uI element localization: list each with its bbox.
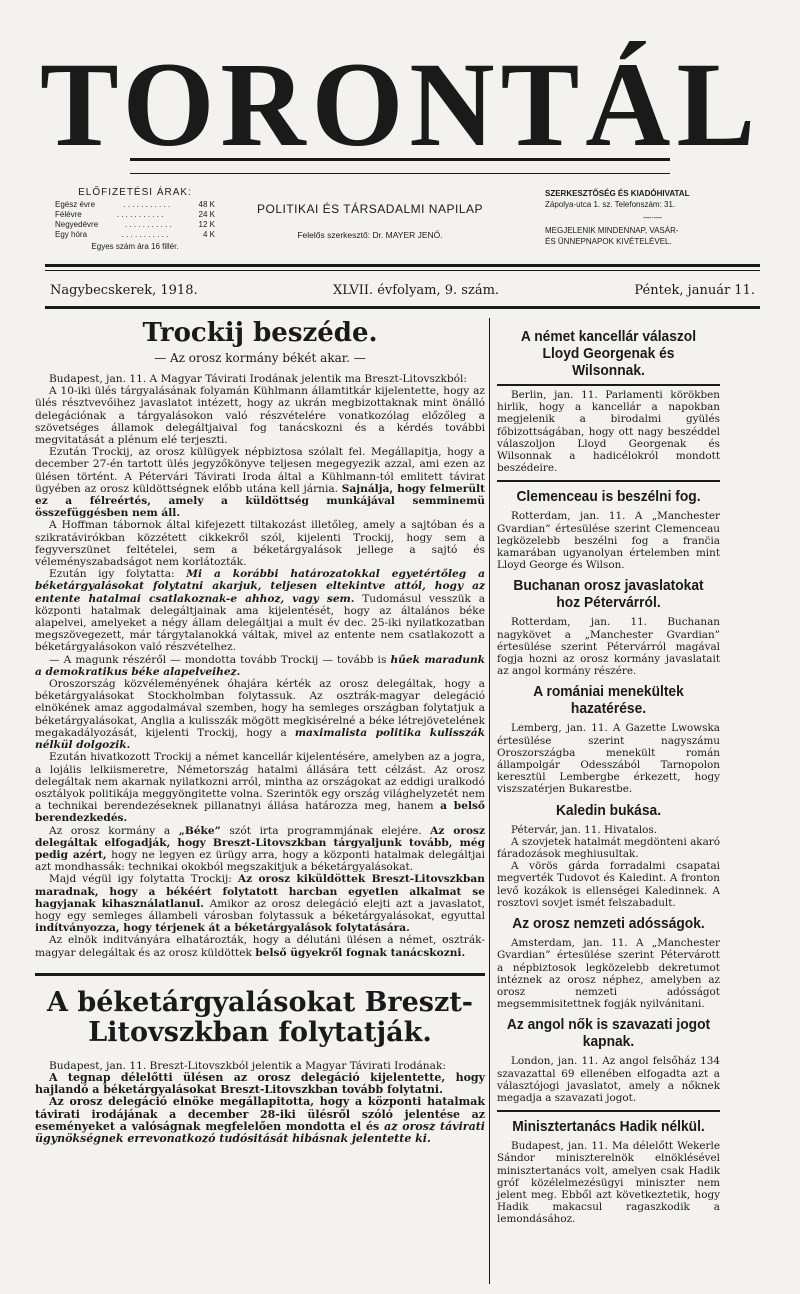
article-headline: Az angol nők is szavazati jogot kapnak.	[506, 1016, 711, 1051]
paragraph	[35, 873, 485, 934]
paragraph: London, jan. 11. Az angol felsőház 134 szavazattal 69 ellenében elfogadta azt a választójogi javaslatot, amely a nőknek megadja a szavazati jogot.	[497, 1055, 720, 1104]
paragraph	[35, 678, 485, 751]
paragraph: A szovjetek hatalmát megdönteni akaró fáradozások meghiusultak.	[497, 835, 720, 861]
text-span: Ezután hivatkozott Trockij a német kancellár kijelentésére, amelyben az a jogra, a lojális lelkiismeretre, Németország hatalmi állására tett célzást. Az orosz delegáltak nem akarnak nyilatkozni arról, mintha az országokat az eddigi uralkodó osztályok politikája meggyöngitette volna. Szerintök egy ország világhelyzetét nem a technikai berendezéseknek pillanatnyi állása határozza meg, hanem	[35, 751, 485, 813]
highlight-span: az orosz távirati ügynökségnek errevonatkozó tudósitását hibásnak jelentette ki.	[35, 1119, 485, 1145]
article-headline: Minisztertanács Hadik nélkül.	[512, 1118, 705, 1136]
article-headline: A béketárgyalásokat Breszt-Litovszkban folytatják.	[46, 986, 473, 1048]
price-dots: . . . . . . . . . . .	[116, 210, 164, 219]
bold-span: „Béke”	[178, 824, 221, 837]
right-column	[497, 318, 720, 1226]
paragraph: Pétervár, jan. 11. Hivatalos.	[511, 823, 658, 836]
publication-line: MEGJELENIK MINDENNAP, VASÁR-	[545, 226, 679, 235]
header-rule	[45, 264, 760, 267]
price-dots: . . . . . . . . . . .	[123, 200, 171, 209]
dateline	[45, 283, 760, 298]
highlight-span: hűek maradunk a demokratikus béke alapelveihez.	[35, 653, 485, 678]
dateline-rule	[45, 306, 760, 309]
paragraph: Lemberg, jan. 11. A Gazette Lwowska értesülése szerint nagyszámu Oroszországba menekült román állampolgár Odesszából Tarnopolon keresztül Lembergbe érkezett, hogy viszszatérjen Bukarestbe.	[497, 722, 720, 796]
paper-info	[225, 188, 515, 240]
paragraph: Rotterdam, jan. 11. Buchanan nagykövet a „Manchester Gvardian” értesülése szerint Pétervárról magával fogja hozni az orosz kormány javaslatait az angol kormány részére.	[497, 616, 720, 678]
paragraph	[35, 446, 485, 519]
masthead-ornament	[130, 158, 670, 174]
header-rule-thin	[45, 270, 760, 271]
article-deck: — Az orosz kormány békét akar. —	[154, 351, 366, 365]
price-row	[55, 220, 215, 230]
masthead-title: TORONTÁL	[40, 37, 762, 172]
dateline-date: Péntek, január 11.	[634, 283, 755, 298]
subscription-prices	[55, 188, 215, 252]
article-headline: Trockij beszéde.	[142, 318, 378, 348]
text-span: Ezután Trockij, az orosz külügyek népbiztosa szólalt fel. Megállapitja, hogy a december 27-én tartott ülés jegyzőkönyve teljesen megegyezik azzal, ami ezen az ülésen történt. A Pétervári Távirati Iroda által a Kühlmann-tól emlitett távirat ügyében az orosz küldöttségnek előbb utána kell járnia.	[35, 446, 485, 495]
article-divider	[497, 384, 720, 386]
paragraph: A 10-iki ülés tárgyalásának folyamán Kühlmann államtitkár kijelentette, hogy az ülés résztvevőihez javaslatot intézett, hogy az ukrán megbizottaknak mint önálló delegációnak a tárgyalásokon való részvételére vonatkozólag előzőleg a szövetséges államok delegáltjaival fog tanácskozni és a kérdés további megvitatását a plénum elé terjeszti.	[35, 385, 485, 447]
price-value: 12 K	[198, 220, 215, 229]
text-span: Ezután igy folytatta:	[49, 568, 175, 581]
article-headline: Buchanan orosz javaslatokat hoz Pétervárról.	[513, 577, 704, 612]
price-dots: . . . . . . . . . . .	[124, 220, 172, 229]
paragraph	[35, 934, 485, 958]
left-column	[35, 318, 485, 1145]
text-span: Az elnök inditványára elhatározták, hogy a délutáni ülésen a német, osztrák-magyar delegáltak és az orosz küldöttek	[35, 934, 485, 959]
bold-span: Sajnálja, hogy felmerült ez a félreértés, amely a küldöttség munkájával semminemü összefüggésben nem áll.	[35, 482, 485, 520]
article-headline: A német kancellár válaszol Lloyd Georgenak és Wilsonnak.	[520, 328, 697, 379]
article-divider	[497, 1110, 720, 1112]
price-label: Egész évre	[55, 200, 96, 209]
text-span: — A magunk részéről — mondotta tovább Trockij — tovább is	[49, 653, 387, 666]
text-span: Majd végül igy folytatta Trockij:	[49, 873, 232, 886]
paragraph: Rotterdam, jan. 11. A „Manchester Gvardian” értesülése szerint Clemenceau legközelebb beszélni fog a franc̈ia kamarában ugyanolyan értelemben mint Lloyd George és Wilson.	[497, 510, 720, 572]
paragraph: Budapest, jan. 11. Ma délelőtt Wekerle Sándor miniszterelnök elnöklésével minisztertanács volt, amelyen csak Hadik gróf közélelmezésügyi miniszter nem jelent meg. Ebből azt következtetik, hogy Hadik makacsul ragaszkodik a lemondásához.	[497, 1140, 720, 1226]
price-value: 48 K	[198, 200, 215, 209]
bold-span: belső ügyekről fognak tanácskozni.	[255, 946, 466, 959]
column-separator	[489, 318, 490, 1284]
text-span: Az orosz delegáció elnöke megállapitotta, hogy a központi hatalmak távirati irodájának a december 28-iki ülésről szóló jelentése az eseményeket a valóságnak megfelelően mondotta el és	[35, 1095, 485, 1133]
article-divider	[497, 480, 720, 482]
text-span: Amikor az orosz delegáció elejti azt a javaslatot, hogy egy semleges állambeli városban folytassuk a béketárgyalásokat, egyuttal	[35, 897, 486, 922]
text-span: szót irta programmjának elejére.	[229, 824, 422, 837]
paragraph	[35, 654, 485, 678]
paper-type: POLITIKAI ÉS TÁRSADALMI NAPILAP	[256, 202, 483, 216]
paragraph: A tegnap délelőtti ülésen az orosz delegáció kijelentette, hogy hajlandó a béketárgyalásokat Breszt-Litovszkban tovább folytatni.	[35, 1070, 485, 1097]
dateline-volume: XLVII. évfolyam, 9. szám.	[332, 283, 500, 298]
publication-line: ÉS ÜNNEPNAPOK KIVÉTELÉVEL.	[545, 237, 672, 246]
price-row	[55, 230, 215, 240]
paragraph: A Hoffman tábornok által kifejezett tiltakozást illetőleg, amely a sajtóban és a szikratávirókban közzétett cikkekről szól, kijelenti Trockij, hogy sem a fegyverszünet feltételei, sem a béketárgyalások jellege a sajtó és véleményszabadságot nem korlátozták.	[35, 519, 485, 569]
article-headline: A romániai menekültek hazatérése.	[533, 683, 684, 718]
price-row	[55, 200, 215, 210]
price-value: 24 K	[198, 210, 215, 219]
editor-line: Felelős szerkesztő: Dr. MAYER JENŐ.	[297, 230, 443, 240]
paragraph	[35, 1096, 485, 1145]
price-row	[55, 210, 215, 220]
paragraph	[35, 751, 485, 824]
paragraph: Amsterdam, jan. 11. A „Manchester Gvardian” értesülése szerint Pétervárott a népbiztosok legközelebb dekretumot intéznek az orosz néphez, amelyben az orosz nemzeti adósságot megsemmisitettnek fogják nyilvánitani.	[497, 937, 720, 1011]
price-label: Egy hóra	[55, 230, 88, 239]
article-headline: Az orosz nemzeti adósságok.	[512, 915, 705, 933]
article-headline: Clemenceau is beszélni fog.	[516, 488, 701, 506]
bold-span: indítványozza, hogy térjenek át a béketárgyalások folytatására.	[35, 922, 410, 935]
text-span: Az orosz kormány a	[49, 824, 171, 837]
office-info: SZERKESZTŐSÉG ÉS KIADÓHIVATAL Zápolya-utca 1. sz. Telefonszám: 31. —·— MEGJELENIK MINDENNAP, VASÁR- ÉS ÜNNEPNAPOK KIVÉTELÉVEL.	[545, 188, 760, 247]
highlight-span: Mi a korábbi határozatokkal egyetértőleg a béketárgyalásokat folytatni akarjuk, teljesen eltekintve attól, hogy az entente hatalmai csatlakoznak-e ahhoz, vagy sem.	[35, 568, 485, 605]
price-label: Félévre	[55, 210, 82, 219]
price-value: 4 K	[202, 230, 215, 239]
highlight-span: maximalista politika kulisszák nélkül dolgozik.	[35, 726, 485, 752]
paragraph: Berlin, jan. 11. Parlamenti körökben hirlik, hogy a kancellár a napokban megjelenik a birodalmi gyülés főbizottságában, hogy ott nagy beszéddel válaszoljon Lloyd Georgenak és Wilsonnak a hadicélokról mondott beszédeire.	[497, 389, 720, 475]
office-line: SZERKESZTŐSÉG ÉS KIADÓHIVATAL	[545, 189, 690, 198]
article-divider	[35, 973, 485, 976]
paragraph: Budapest, jan. 11. A Magyar Távirati Irodának jelentik ma Breszt-Litovszkból:	[49, 373, 467, 385]
paragraph: Budapest, jan. 11. Breszt-Litovszkból jelentik a Magyar Távirati Irodának:	[49, 1059, 446, 1072]
bold-span: Az orosz kiküldöttek Breszt-Litovszkban maradnak, hogy a békéért folytatott harcban egyetlen alkalmat se hagyjanak kihasználatlanul.	[35, 873, 485, 910]
article-headline: Kaledin bukása.	[555, 801, 662, 819]
bold-span: a belső berendezkedés.	[35, 800, 485, 825]
text-span: Tudomásul vesszük a központi hatalmak delegáltjainak ama kijelentését, hogy az általános béke alapelvei, amelyeket a négy állam delegáltjai a mult év dec. 25-iki nyilatkozatban megszövegezett, már tárgytalanokká váltak, mivel az entente nem csatlakozott a béketárgyalásokon való részvételhez.	[35, 592, 486, 654]
price-label: Negyedévre	[55, 220, 99, 229]
price-dots: . . . . . . . . . . .	[121, 230, 169, 239]
paragraph	[35, 825, 485, 874]
office-address: Zápolya-utca 1. sz. Telefonszám: 31.	[545, 200, 676, 209]
paragraph	[35, 568, 485, 653]
text-span: hogy ne legyen ez ürügy arra, hogy a központi hatalmak delegáltjai azt mondhassák: technikai okokból megszakitjuk a béketárgyalásokat.	[35, 848, 485, 874]
prices-heading: ELŐFIZETÉSI ÁRAK:	[78, 187, 192, 198]
bold-span: Az orosz delegáltak elfogadják, hogy Breszt-Litovszkban tárgyaljunk tovább, még pedig azért,	[35, 824, 486, 861]
single-copy-price: Egyes szám ára 16 fillér.	[91, 242, 179, 251]
paragraph: A vörös gárda forradalmi csapatai megverték Tudovot és Kaledint. A fronton levő kozákok is ellenségei Kaledinnek. A rosztovi sovjet ismét felszabadult.	[497, 860, 720, 909]
text-span: Oroszország közvéleményének óhajára kérték az orosz delegáltak, hogy a béketárgyalásokat Stockholmban folytassuk. Az osztrák-magyar delegáció elnökének amaz aggodalmával szemben, hogy ha semleges országban folytatjuk a béketárgyalásokat, Anglia a kulisszák mögött megkisérelné a béke létrejövetelének megakadályozását, kijelenti Trockij, hogy a	[35, 678, 485, 739]
dateline-place: Nagybecskerek, 1918.	[50, 283, 198, 298]
